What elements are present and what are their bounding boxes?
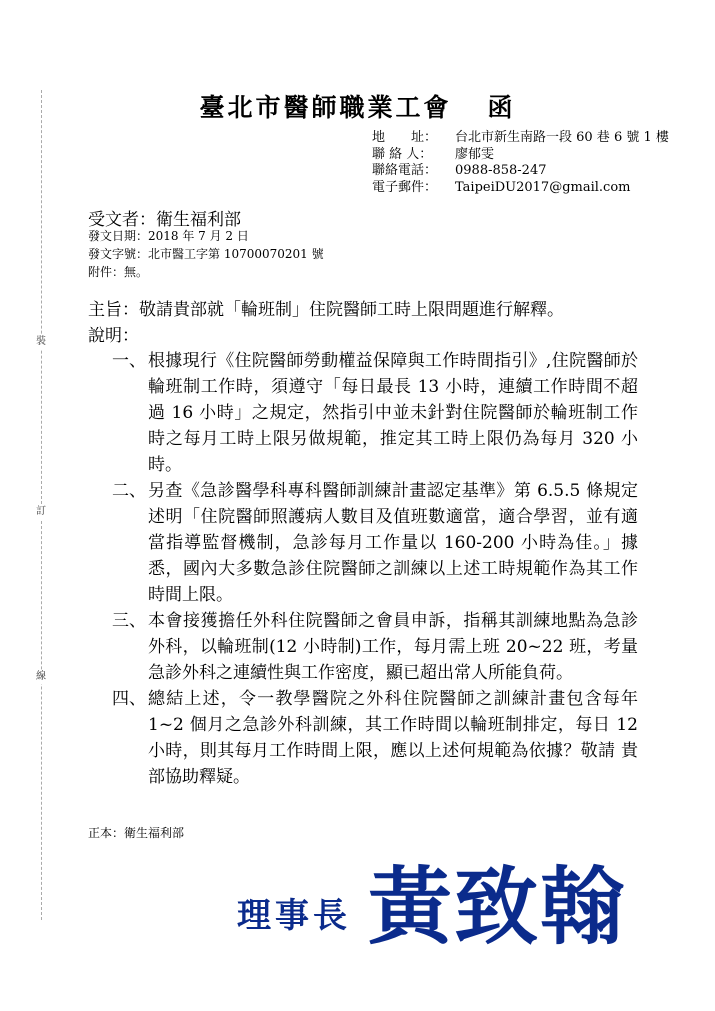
explanation-items <box>0 348 715 790</box>
contact-email: 電子郵件： TaipeiDU2017@gmail.com <box>372 179 631 195</box>
item-text: 根據現行《住院醫師勞動權益保障與工作時間指引》,住院醫師於輪班制工作時，須遵守「每日最長 13 小時，連續工作時間不超過 16 小時」之規定，然指引中並未針對住院醫師於輪班制工作時之每月工時上限另做規範，推定其工時上限仍為每月 320 小時。 <box>148 351 638 475</box>
dispatch-number: 發文字號：北市醫工字第 10700070201 號 <box>88 247 324 261</box>
item-text: 另查《急診醫學科專科醫師訓練計畫認定基準》第 6.5.5 條規定述明「住院醫師照護病人數目及值班數適當，適合學習，並有適當指導監督機制，急診每月工作量以 160-200 小時為佳。」據悉，國內大多數急診住院醫師之訓練以上述工時規範作為其工作時間上限。 <box>148 481 638 605</box>
recipient: 受文者：衛生福利部 <box>88 210 241 230</box>
item-number: 二、 <box>112 481 146 501</box>
explanation-label: 說明： <box>88 326 139 346</box>
list-item <box>0 686 715 790</box>
binding-mark-ding: 訂 <box>36 506 46 517</box>
list-item <box>0 348 715 478</box>
signature-name: 黃致翰 <box>368 858 627 956</box>
list-item <box>0 608 715 686</box>
dispatch-meta <box>88 227 324 281</box>
document-type: 函 <box>487 93 516 122</box>
item-number: 三、 <box>112 611 146 631</box>
contact-address: 地 址： 台北市新生南路一段 60 巷 6 號 1 樓 <box>372 130 669 145</box>
item-text: 總結上述，令一教學醫院之外科住院醫師之訓練計畫包含每年 1~2 個月之急診外科訓練，其工作時間以輪班制排定，每日 12 小時，則其每月工作時間上限，應以上述何規範為依據？敬請 貴部協助釋疑。 <box>148 689 638 787</box>
subject: 主旨：敬請貴部就「輪班制」住院醫師工時上限問題進行解釋。 <box>88 300 564 320</box>
item-text: 本會接獲擔任外科住院醫師之會員申訴，指稱其訓練地點為急診外科，以輪班制(12 小時制)工作，每月需上班 20~22 班，考量急診外科之連續性與工作密度，顯已超出常人所能負荷。 <box>148 611 638 683</box>
carbon-copy: 正本：衛生福利部 <box>88 826 185 840</box>
binding-mark-zhuang: 裝 <box>36 336 46 347</box>
contact-phone: 聯絡電話： 0988-858-247 <box>372 163 547 178</box>
contact-block <box>372 130 669 196</box>
document-title <box>0 88 715 124</box>
binding-mark-xian: 線 <box>36 671 46 682</box>
list-item <box>0 478 715 608</box>
item-number: 四、 <box>112 689 146 709</box>
contact-person: 聯 絡 人： 廖郁雯 <box>372 146 495 162</box>
signature-title: 理事長 <box>237 896 351 936</box>
dispatch-date: 發文日期：2018 年 7 月 2 日 <box>88 229 249 243</box>
organization-name: 臺北市醫師職業工會 <box>199 93 452 122</box>
item-number: 一、 <box>112 351 146 371</box>
attachment: 附件：無。 <box>88 265 149 279</box>
